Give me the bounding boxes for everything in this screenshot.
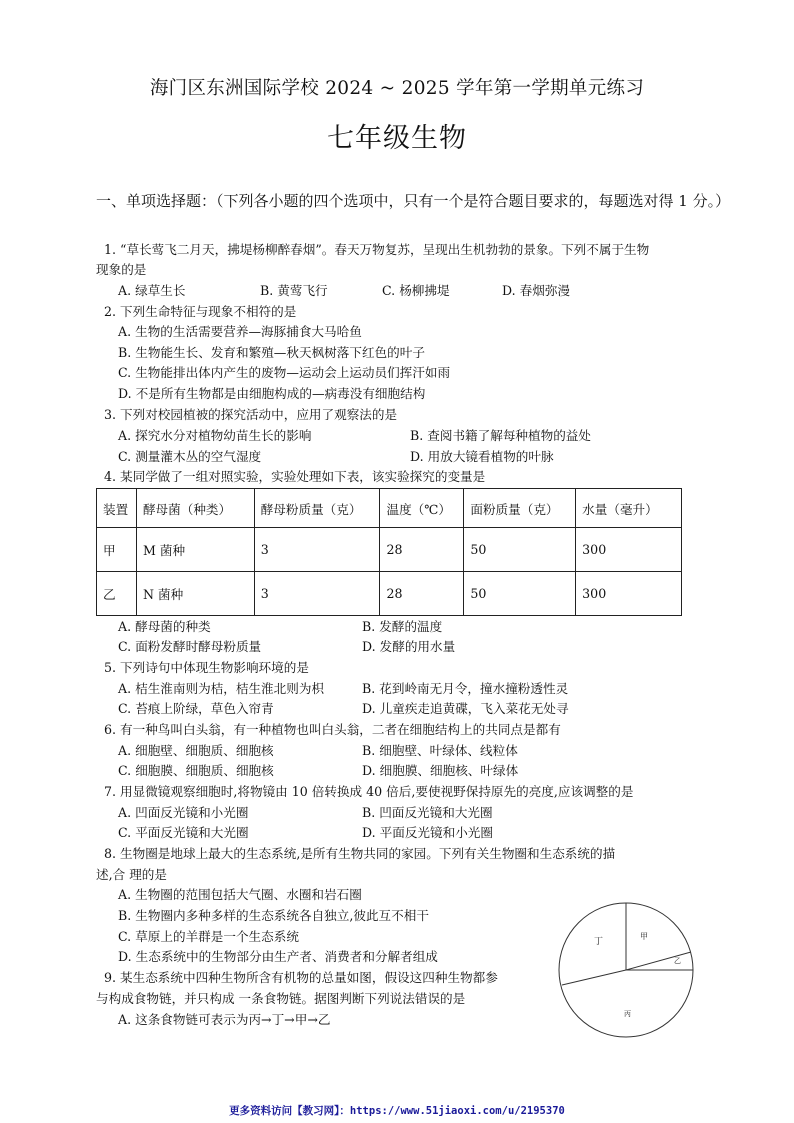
question-3-stem: 3. 下列对校园植被的探究活动中，应用了观察法的是 bbox=[104, 407, 398, 422]
question-6-option-c: C. 细胞膜、细胞质、细胞核 bbox=[118, 763, 274, 778]
question-6-option-a: A. 细胞壁、细胞质、细胞核 bbox=[118, 743, 274, 758]
table-header-cell: 装置 bbox=[97, 489, 137, 528]
table-header-cell: 面粉质量（克） bbox=[464, 489, 576, 528]
table-row bbox=[97, 528, 682, 572]
table-cell: 50 bbox=[464, 572, 576, 616]
table-cell: 3 bbox=[254, 572, 380, 616]
question-3-option-b: B. 查阅书籍了解每种植物的益处 bbox=[410, 428, 591, 443]
pie-label-ding: 丁 bbox=[594, 937, 604, 947]
question-8-option-a: A. 生物圈的范围包括大气圈、水圈和岩石圈 bbox=[118, 887, 362, 902]
organic-matter-pie-chart bbox=[556, 900, 696, 1040]
table-cell: 乙 bbox=[97, 572, 137, 616]
question-1-stem-line-1: 1. “草长莺飞二月天，拂堤杨柳醉春烟”。春天万物复苏，呈现出生机勃勃的景象。下列不属于生物 bbox=[104, 242, 650, 257]
table-cell: 300 bbox=[576, 528, 682, 572]
pie-label-jia: 甲 bbox=[640, 932, 648, 941]
question-4-option-b: B. 发酵的温度 bbox=[362, 619, 443, 634]
question-1-option-a: A. 绿草生长 bbox=[118, 283, 186, 298]
table-cell: 300 bbox=[576, 572, 682, 616]
question-3-option-a: A. 探究水分对植物幼苗生长的影响 bbox=[118, 428, 312, 443]
question-5-stem: 5. 下列诗句中体现生物影响环境的是 bbox=[104, 660, 309, 675]
question-5-option-b: B. 花到岭南无月令，撞水撞粉透性灵 bbox=[362, 681, 569, 696]
table-cell: 甲 bbox=[97, 528, 137, 572]
question-6-option-b: B. 细胞壁、叶绿体、线粒体 bbox=[362, 743, 518, 758]
table-header-cell: 酵母粉质量（克） bbox=[254, 489, 380, 528]
table-cell: 28 bbox=[380, 572, 464, 616]
question-5-option-c: C. 苔痕上阶绿，草色入帘青 bbox=[118, 701, 274, 716]
question-1-option-c: C. 杨柳拂堤 bbox=[382, 283, 450, 298]
table-header-cell: 水量（毫升） bbox=[576, 489, 682, 528]
question-7-option-c: C. 平面反光镜和大光圈 bbox=[118, 825, 249, 840]
question-9-stem-line-1: 9. 某生态系统中四种生物所含有机物的总量如图，假设这四种生物都参 bbox=[104, 970, 498, 985]
question-8-stem-line-2: 述,合 理的是 bbox=[96, 867, 167, 882]
question-7-option-d: D. 平面反光镜和小光圈 bbox=[362, 825, 493, 840]
question-4-stem: 4. 某同学做了一组对照实验，实验处理如下表，该实验探究的变量是 bbox=[104, 469, 486, 484]
question-8-option-c: C. 草原上的羊群是一个生态系统 bbox=[118, 929, 299, 944]
question-4-option-d: D. 发酵的用水量 bbox=[362, 639, 456, 654]
question-2-option-b: B. 生物能生长、发育和繁殖—秋天枫树落下红色的叶子 bbox=[118, 345, 425, 360]
pie-label-yi: 乙 bbox=[674, 957, 681, 965]
table-cell: M 菌种 bbox=[136, 528, 254, 572]
pie-label-bing: 丙 bbox=[624, 1010, 631, 1018]
question-3-option-c: C. 测量灌木丛的空气湿度 bbox=[118, 449, 262, 464]
question-5-option-d: D. 儿童疾走追黄碟，飞入菜花无处寻 bbox=[362, 701, 569, 716]
table-header-cell: 温度（℃） bbox=[380, 489, 464, 528]
question-7-stem: 7. 用显微镜观察细胞时,将物镜由 10 倍转换成 40 倍后,要使视野保持原先的亮度,应该调整的是 bbox=[104, 784, 634, 799]
table-cell: 3 bbox=[254, 528, 380, 572]
table-cell: 28 bbox=[380, 528, 464, 572]
subject-title: 七年级生物 bbox=[327, 123, 467, 154]
table-header-cell: 酵母菌（种类） bbox=[136, 489, 254, 528]
question-7-option-a: A. 凹面反光镜和小光圈 bbox=[118, 805, 249, 820]
question-6-stem: 6. 有一种鸟叫白头翁，有一种植物也叫白头翁，二者在细胞结构上的共同点是都有 bbox=[104, 722, 561, 737]
question-6-option-d: D. 细胞膜、细胞核、叶绿体 bbox=[362, 763, 519, 778]
question-9-stem-line-2: 与构成食物链，并只构成 一条食物链。据图判断下列说法错误的是 bbox=[96, 991, 466, 1006]
question-8-option-b: B. 生物圈内多种多样的生态系统各自独立,彼此互不相干 bbox=[118, 908, 429, 923]
table-cell: 50 bbox=[464, 528, 576, 572]
question-2-option-c: C. 生物能排出体内产生的废物—运动会上运动员们挥汗如雨 bbox=[118, 365, 451, 380]
question-4-option-a: A. 酵母菌的种类 bbox=[118, 619, 211, 634]
question-2-option-d: D. 不是所有生物都是由细胞构成的—病毒没有细胞结构 bbox=[118, 386, 426, 401]
pie-divider bbox=[562, 970, 626, 985]
question-9-option-a: A. 这条食物链可表示为丙→丁→甲→乙 bbox=[118, 1012, 331, 1027]
footer-link[interactable]: 更多资料访问【教习网】：https://www.51jiaoxi.com/u/2195370 bbox=[229, 1105, 565, 1117]
question-2-option-a: A. 生物的生活需要营养—海豚捕食大马哈鱼 bbox=[118, 324, 362, 339]
school-title: 海门区东洲国际学校 2024 ~ 2025 学年第一学期单元练习 bbox=[149, 78, 645, 99]
question-1-stem-line-2: 现象的是 bbox=[96, 262, 147, 277]
question-3-option-d: D. 用放大镜看植物的叶脉 bbox=[410, 449, 554, 464]
question-7-option-b: B. 凹面反光镜和大光圈 bbox=[362, 805, 493, 820]
question-8-option-d: D. 生态系统中的生物部分由生产者、消费者和分解者组成 bbox=[118, 949, 438, 964]
section-heading: 一、单项选择题：（下列各小题的四个选项中，只有一个是符合题目要求的，每题选对得 1 分。） bbox=[96, 192, 731, 210]
question-4-option-c: C. 面粉发酵时酵母粉质量 bbox=[118, 639, 262, 654]
question-1-option-d: D. 春烟弥漫 bbox=[502, 283, 571, 298]
question-5-option-a: A. 桔生淮南则为桔，桔生淮北则为枳 bbox=[118, 681, 325, 696]
table-header-row bbox=[97, 489, 682, 528]
experiment-table bbox=[96, 488, 682, 616]
table-row bbox=[97, 572, 682, 616]
question-1-option-b: B. 黄莺飞行 bbox=[260, 283, 328, 298]
table-cell: N 菌种 bbox=[136, 572, 254, 616]
question-8-stem-line-1: 8. 生物圈是地球上最大的生态系统,是所有生物共同的家园。下列有关生物圈和生态系统的描 bbox=[104, 846, 616, 861]
question-2-stem: 2. 下列生命特征与现象不相符的是 bbox=[104, 304, 297, 319]
pie-divider bbox=[626, 952, 691, 970]
